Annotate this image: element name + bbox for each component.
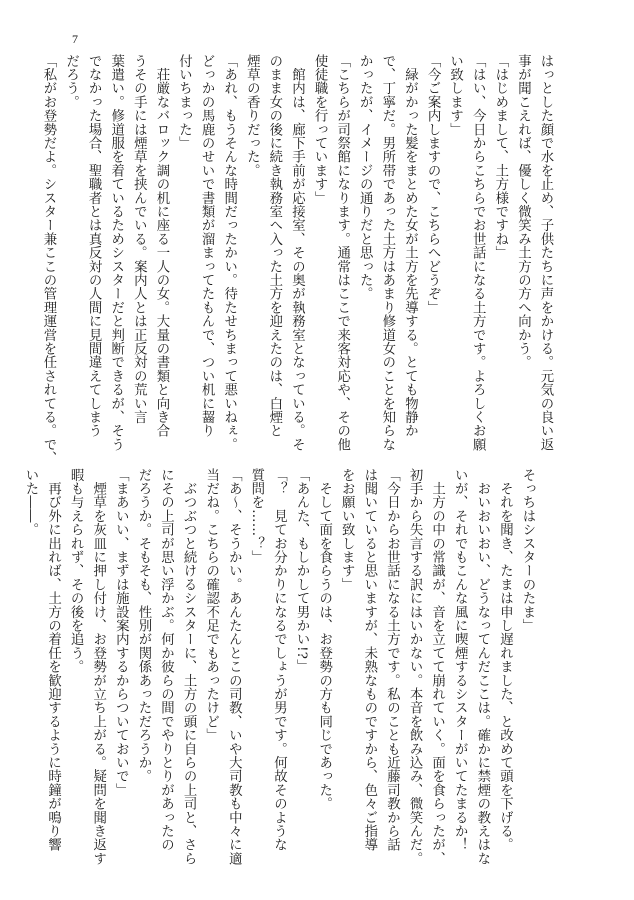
text-line: だろうか。そもそも、性別が関係あっただろうか。 xyxy=(135,468,151,784)
text-line: そっちはシスターのたま」 xyxy=(520,468,535,633)
text-line: 「はい、今日からこちらでお世話になる土方です。よろしくお願 xyxy=(470,54,486,452)
text-line: 「私がお登勢だよ。シスター兼ここの管理運営を任されてる。で、 xyxy=(40,54,56,465)
text-line: いた――。 xyxy=(22,468,38,537)
text-line: いが、それでもこんな風に喫煙するシスターがいてたまるか！ xyxy=(452,468,468,852)
text-line: でなかった場合、聖職者とは真反対の人間に見間違えてしまう xyxy=(86,54,102,438)
text-line: は聞いていると思いますが、未熟なものですから、色々ご指導 xyxy=(361,468,377,852)
text-line: 事が聞こえれば、優しく微笑み土方の方へ向かう。 xyxy=(515,54,531,370)
text-line: 「あ〜、そうかい。あんたんとこの司教、いや大司教も中々に適 xyxy=(226,468,242,866)
text-line: そして面を食らうのは、お登勢の方も同じであった。 xyxy=(316,468,332,811)
text-line: 緑がかった髪をまとめた女が土方を先導する。とても物静か xyxy=(402,54,418,438)
text-line: 「はじめまして、土方様ですね」 xyxy=(492,54,508,260)
text-line: のまま女の後に続き執務室へ入った土方を迎えたのは、白煙と xyxy=(266,54,282,438)
text-line: 葉遣い。修道服を着ているためシスターだと判断できるが、そう xyxy=(108,54,124,452)
text-line: で、丁寧だ。男所帯であった土方はあまり修道女のことを知らな xyxy=(379,54,395,452)
text-line: うその手には煙草を挟んでいる。案内人とは正反対の荒い言 xyxy=(131,54,147,424)
upper-text-block xyxy=(36,54,556,465)
text-line: い致します」 xyxy=(447,54,463,137)
text-line: だろう。 xyxy=(63,54,79,109)
text-line: かったが、イメージの通りだと思った。 xyxy=(357,54,373,301)
text-line: 再び外に出れば、土方の着任を歓迎するように時鐘が鳴り響 xyxy=(45,468,61,852)
text-line: 「今ご案内しますので、こちらへどうぞ」 xyxy=(425,54,441,315)
page-number: 7 xyxy=(72,32,78,46)
text-line: 当だね。こちらの確認不足でもあったけど」 xyxy=(203,468,219,742)
text-line: 「今日からお世話になる土方です。私のことも近藤司教から話 xyxy=(384,468,400,852)
text-line: 「まあいい、まずは施設案内するからついておいで」 xyxy=(113,468,129,797)
text-line: 荘厳なバロック調の机に座る一人の女。大量の書類と向き合 xyxy=(153,54,169,438)
text-line: ぶつぶつと続けるシスターに、土方の頭に自らの上司と、さら xyxy=(181,468,197,866)
text-line: 「こちらが司祭館になります。通常はここで来客対応や、その他 xyxy=(334,54,350,452)
text-line: をお願い致します」 xyxy=(339,468,355,592)
text-line: 付いちまった」 xyxy=(176,54,192,150)
text-line: 初手から失言する訳にはいかない。本音を飲み込み、微笑んだ。 xyxy=(407,468,423,866)
text-line: はっとした顔で水を止め、子供たちに声をかける。元気の良い返 xyxy=(538,54,553,452)
text-line: それを聞き、たまは申し遅れました、と改めて頭を下げる。 xyxy=(497,468,513,852)
text-line: 土方の中の常識が、音を立てて崩れていく。面を食らったが、 xyxy=(429,468,445,866)
text-line: 煙草の香りだった。 xyxy=(244,54,260,178)
text-line: 「？ 見てお分かりになるでしょうが男です。何故そのような xyxy=(271,468,287,852)
text-line: 質問を……？」 xyxy=(248,468,264,564)
text-line: 暇も与えられず、その後を追う。 xyxy=(68,468,84,674)
text-line: 館内は、廊下手前が応接室、その奥が執務室となっている。そ xyxy=(289,54,305,452)
lower-text-block xyxy=(18,468,538,868)
text-line: 煙草を灰皿に押し付け、お登勢が立ち上がる。疑問を聞き返す xyxy=(90,468,106,866)
text-line: 「あんた、もしかして男かい!?」 xyxy=(294,468,310,673)
text-line: どっかの馬鹿のせいで書類が溜まってたもんで、つい机に齧り xyxy=(199,54,215,438)
text-line: にその上司が思い浮かぶ。何か彼らの間でやりとりがあったの xyxy=(158,468,174,852)
text-line: 使徒職を行っています」 xyxy=(312,54,328,205)
text-line: 「あれ、もうそんな時間だったかい。待たせちまって悪いねぇ。 xyxy=(221,54,237,452)
text-line: おいおいおい、どうなってんだここは。確かに禁煙の教えはな xyxy=(474,468,490,866)
